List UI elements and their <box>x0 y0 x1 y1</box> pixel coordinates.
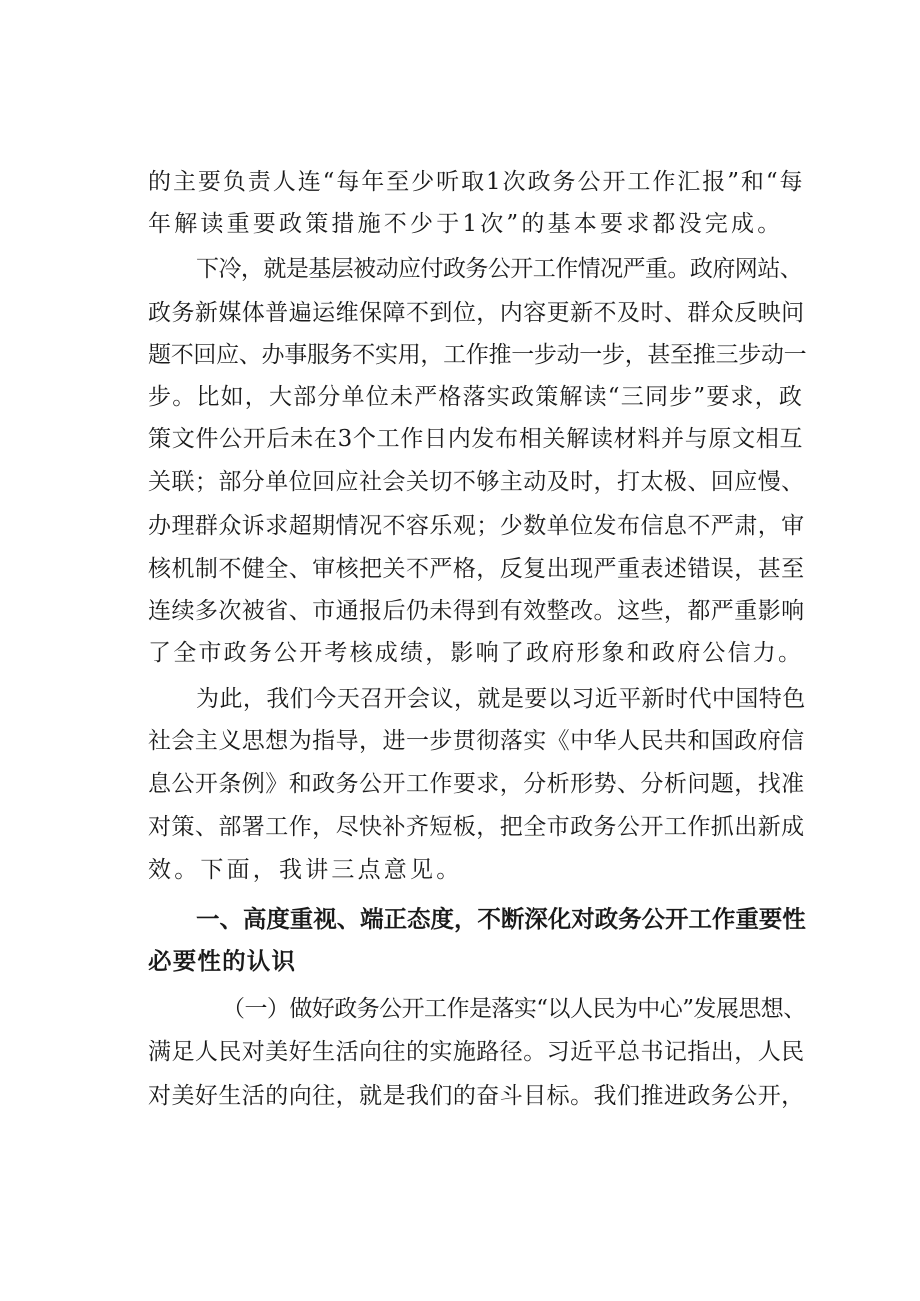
section-heading: 一、高度重视、端正态度，不断深化对政务公开工作重要性 <box>196 905 806 933</box>
text-line: 满足人民对美好生活向往的实施路径。习近平总书记指出，人民 <box>148 1039 805 1065</box>
text-line: 关联；部分单位回应社会关切不够主动及时，打太极、回应慢、 <box>148 469 805 495</box>
text-line: 题不回应、办事服务不实用，工作推一步动一步，甚至推三步动一 <box>148 342 807 368</box>
text-line: 的主要负责人连“每年至少听取1次政务公开工作汇报”和“每 <box>148 169 805 195</box>
text-line: 了全市政务公开考核成绩，影响了政府形象和政府公信力。 <box>148 640 804 666</box>
section-heading: 必要性的认识 <box>148 947 297 975</box>
text-line: 为此，我们今天召开会议，就是要以习近平新时代中国特色 <box>196 686 806 712</box>
text-line: 效。下面，我讲三点意见。 <box>148 857 463 883</box>
text-line: 连续多次被省、市通报后仍未得到有效整改。这些，都严重影响 <box>148 598 805 624</box>
text-line: 社会主义思想为指导，进一步贯彻落实《中华人民共和国政府信 <box>148 728 805 754</box>
text-line: 年解读重要政策措施不少于1次”的基本要求都没完成。 <box>148 211 784 237</box>
text-line: 步。比如，大部分单位未严格落实政策解读“三同步”要求，政 <box>148 384 804 410</box>
text-line: 息公开条例》和政务公开工作要求，分析形势、分析问题，找准 <box>148 771 805 797</box>
text-line: 办理群众诉求超期情况不容乐观；少数单位发布信息不严肃，审 <box>148 513 805 539</box>
text-line: 核机制不健全、审核把关不严格，反复出现严重表述错误，甚至 <box>148 556 805 582</box>
text-line: 下冷，就是基层被动应付政务公开工作情况严重。政府网站、 <box>196 256 803 282</box>
text-line: 对美好生活的向往，就是我们的奋斗目标。我们推进政务公开， <box>148 1083 805 1109</box>
text-line: 政务新媒体普遍运维保障不到位，内容更新不及时、群众反映问 <box>148 300 805 326</box>
subsection-heading: （一）做好政务公开工作是落实“以人民为中心”发展思想、 <box>222 996 806 1022</box>
text-line: 对策、部署工作，尽快补齐短板，把全市政务公开工作抓出新成 <box>148 814 805 840</box>
text-line: 策文件公开后未在3个工作日内发布相关解读材料并与原文相互 <box>148 426 804 452</box>
